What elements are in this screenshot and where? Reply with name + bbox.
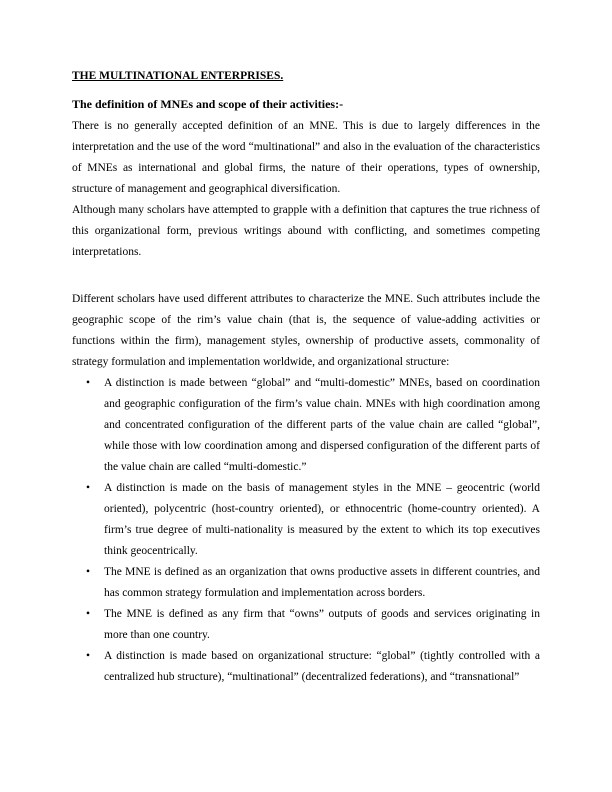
document-title: THE MULTINATIONAL ENTERPRISES. [72,70,284,82]
bullet-item [72,646,540,688]
bullet-icon: • [86,482,91,494]
bullet-item [72,373,540,478]
bullet-item [72,562,540,604]
paragraph-scholars-grapple: Although many scholars have attempted to grapple with a definition that captures the true richness of this organizational form, previous writings abound with conflicting, and sometimes competing interpretations. [72,204,540,258]
bullet-text-global-multidomestic: A distinction is made between “global” and “multi-domestic” MNEs, based on coordination and geographic configuration of the firm’s value chain. MNEs with high coordination among and concentrated configuration of the different parts of the value chain are called “global”, while those with low coordination among and dispersed configuration of the different parts of the value chain are called “multi-domestic.” [104,377,540,473]
bullet-list [72,373,540,688]
bullet-icon: • [86,377,91,389]
bullet-item [72,478,540,562]
bullet-text-productive-assets: The MNE is defined as an organization that owns productive assets in different countries, and has common strategy formulation and implementation across borders. [104,566,540,599]
section-heading: The definition of MNEs and scope of their activities:- [72,97,344,111]
bullet-icon: • [86,608,91,620]
bullet-text-owns-outputs: The MNE is defined as any firm that “owns” outputs of goods and services originating in more than one country. [104,608,540,641]
bullet-text-management-styles: A distinction is made on the basis of management styles in the MNE – geocentric (world oriented), polycentric (host-country oriented), or ethnocentric (home-country oriented). A firm’s true degree of multi-nationality is measured by the extent to which its top executives think geocentrically. [104,482,540,557]
paragraph-attributes: Different scholars have used different attributes to characterize the MNE. Such attributes include the geographic scope of the rim’s value chain (that is, the sequence of value-adding activities or functions within the firm), management styles, ownership of productive assets, commonality of strategy formulation and implementation worldwide, and organizational structure: [72,293,540,368]
bullet-text-organizational-structure: A distinction is made based on organizational structure: “global” (tightly controlled with a centralized hub structure), “multinational” (decentralized federations), and “transnational” [104,650,540,683]
paragraph-definition: There is no generally accepted definition of an MNE. This is due to largely differences in the interpretation and the use of the word “multinational” and also in the evaluation of the characteristics of MNEs as international and global firms, the nature of their operations, types of ownership, structure of management and geographical diversification. [72,120,540,195]
bullet-icon: • [86,650,91,662]
bullet-item [72,604,540,646]
bullet-icon: • [86,566,91,578]
